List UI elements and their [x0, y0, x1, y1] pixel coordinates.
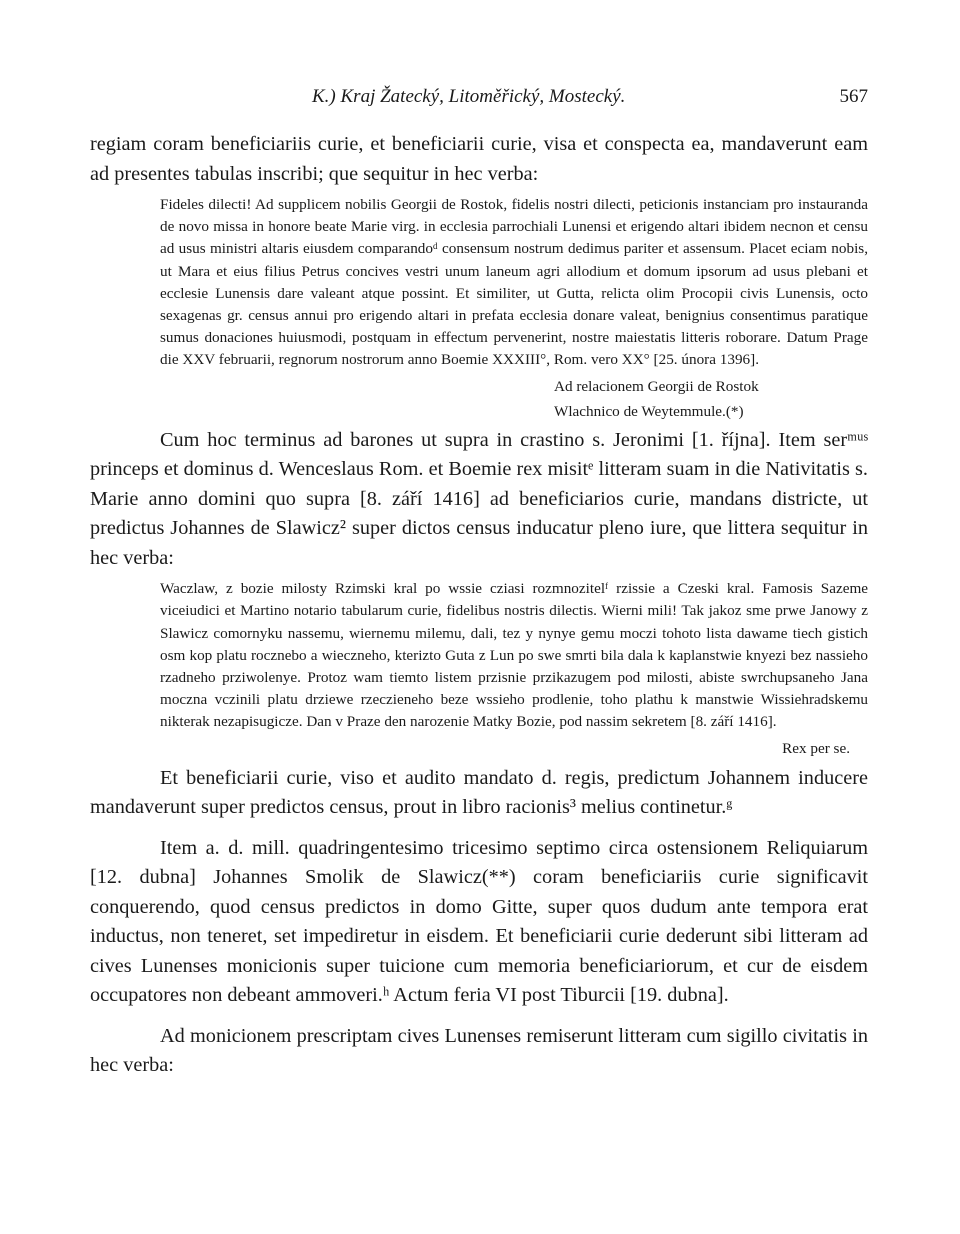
signature-line-2: Wlachnico de Weytemmule.(*): [554, 402, 744, 420]
quoted-letter-latin: Fideles dilecti! Ad supplicem nobilis Georgii de Rostok, fidelis nostri dilecti, peticionis instanciam pro instauranda de novo missa in honore beate Marie virg. in ecclesia parrochiali Lunensi et erigendo altari ibidem necnon et censu ad usus ministri altaris eiusdem comparandoᵈ consensum nostrum dedimus pariter et assensum. Placet eciam nobis, ut Mara et eius filius Petrus concives vestri unum laneum agri allodium et domum ipsorum ad usus plebani et ecclesie Lunensis dare valeant atque possint. Et similiter, ut Gutta, relicta olim Procopii civis Lunensis, octo sexagenas gr. census annui pro erigendo altari in prefata ecclesia donare valeat, benignius consentimus paratique sumus donaciones huiusmodi, postquam in effectum pervenerint, nostre maiestatis litteris roborare. Datum Prage die XXV februarii, regnorum nostrorum anno Boemie XXXIII°, Rom. vero XX° [25. února 1396].: [160, 196, 868, 369]
running-title: K.) Kraj Žatecký, Litoměřický, Mostecký.: [312, 86, 626, 107]
paragraph-4: Item a. d. mill. quadringentesimo tricesimo septimo circa ostensionem Reliquiarum [12. dubna] Johannes Smolik de Slawicz(**) coram beneficiariis curie significavit conquerendo, quod census predictos in domo Gitte, super quos dudum ante tempora erat inductus, non teneret, set impediretur in eisdem. Et beneficiarii curie dederunt sibi litteram ad cives Lunenses monicionis super tuicione cum memoria beneficiariorum, et cur de eisdem occupatores non debeant ammoveri.ʰ Actum feria VI post Tiburcii [19. dubna].: [90, 836, 868, 1007]
paragraph-1: regiam coram beneficiariis curie, et beneficiarii curie, visa et conspecta ea, mandaverunt eam ad presentes tabulas inscribi; que sequitur in hec verba:: [90, 133, 868, 185]
signature-rex: Rex per se.: [782, 739, 850, 757]
quoted-letter-czech: Waczlaw, z bozie milosty Rzimski kral po wssie cziasi rozmnozitelᶠ rzissie a Czeski kral. Famosis Sazeme viceiudici et Martino notario tabularum curie, fidelibus nostris dilectis. Wierni mili! Tak jakoz sme prwe Janowy z Slawicz comornyku nassemu, wiernemu milemu, dali, tez y nynye gemu moczi tohoto lista dawame tiech gistich osm kop platu rocznebo a wieczneho, kterizto Guta z Lun po swe smrti bila dala k kaplanstwie knyezi bez nassieho rzadneho prziwolenye. Protoz wam tiemto listem przisnie przikazugem pod milosti, abiste swrchupsaneho Jana moczna vczinili platu drziewe rzeczieneho beze wssieho prodlenie, toho plathu k manstwie Wissiehradskemu nikterak nezapisugicze. Dan v Praze den narozenie Matky Bozie, pod nassim sekretem [8. září 1416].: [160, 580, 868, 731]
paragraph-3: Et beneficiarii curie, viso et audito mandato d. regis, predictum Johannem inducere mandaverunt super predictos census, prout in libro racionis³ melius continetur.ᵍ: [90, 766, 868, 819]
paragraph-5: Ad monicionem prescriptam cives Lunenses remiserunt litteram cum sigillo civitatis in hec verba:: [90, 1024, 868, 1077]
paragraph-2: Cum hoc terminus ad barones ut supra in crastino s. Jeronimi [1. října]. Item serᵐᵘˢ princeps et dominus d. Wenceslaus Rom. et Boemie rex misitᵉ litteram suam in die Nativitatis s. Marie anno domini quo supra [8. září 1416] ad beneficiarios curie, mandans districte, ut predictus Johannes de Slawicz² super dictos census inducatur pleno iure, que littera sequitur in hec verba:: [90, 428, 868, 569]
page-body: [90, 130, 868, 1086]
page-number: 567: [839, 86, 868, 107]
page-header: [90, 82, 868, 112]
signature-line-1: Ad relacionem Georgii de Rostok: [554, 377, 759, 395]
